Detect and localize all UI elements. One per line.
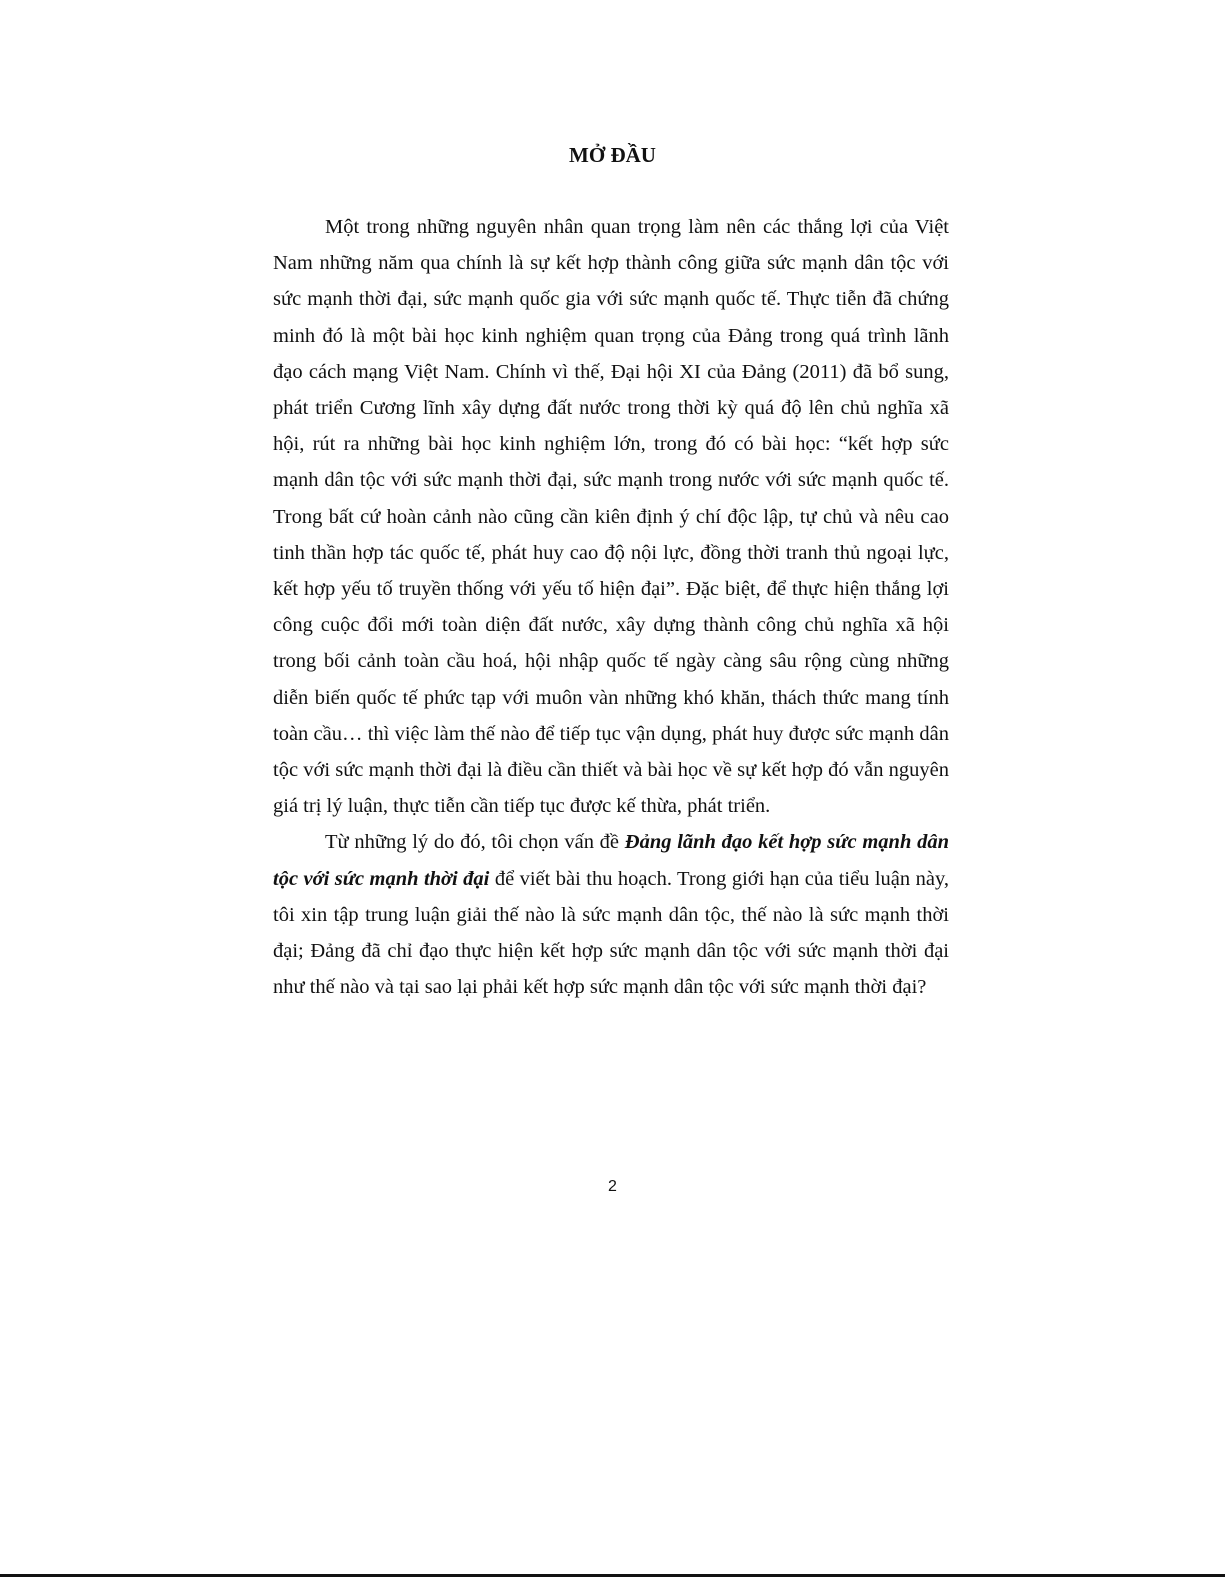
paragraph-2-tail: để viết bài thu hoạch. Trong giới hạn của tiểu luận này, tôi xin tập trung luận giải thế nào là sức mạnh dân tộc, thế nào là sức mạnh thời đại; Đảng đã chỉ đạo thực hiện kết hợp sức mạnh dân tộc với sức mạnh thời đại như thế nào và tại sao lại phải kết hợp sức mạnh dân tộc với sức mạnh thời đại? <box>273 867 949 999</box>
paragraph-2 <box>273 824 949 1005</box>
section-heading: MỞ ĐẦU <box>569 143 656 167</box>
body-text <box>273 209 949 1005</box>
paragraph-1: Một trong những nguyên nhân quan trọng làm nên các thắng lợi của Việt Nam những năm qua chính là sự kết hợp thành công giữa sức mạnh dân tộc với sức mạnh thời đại, sức mạnh quốc gia với sức mạnh quốc tế. Thực tiễn đã chứng minh đó là một bài học kinh nghiệm quan trọng của Đảng trong quá trình lãnh đạo cách mạng Việt Nam. Chính vì thế, Đại hội XI của Đảng (2011) đã bổ sung, phát triển Cương lĩnh xây dựng đất nước trong thời kỳ quá độ lên chủ nghĩa xã hội, rút ra những bài học kinh nghiệm lớn, trong đó có bài học: “kết hợp sức mạnh dân tộc với sức mạnh thời đại, sức mạnh trong nước với sức mạnh quốc tế. Trong bất cứ hoàn cảnh nào cũng cần kiên định ý chí độc lập, tự chủ và nêu cao tinh thần hợp tác quốc tế, phát huy cao độ nội lực, đồng thời tranh thủ ngoại lực, kết hợp yếu tố truyền thống với yếu tố hiện đại”. Đặc biệt, để thực hiện thắng lợi công cuộc đổi mới toàn diện đất nước, xây dựng thành công chủ nghĩa xã hội trong bối cảnh toàn cầu hoá, hội nhập quốc tế ngày càng sâu rộng cùng những diễn biến quốc tế phức tạp với muôn vàn những khó khăn, thách thức mang tính toàn cầu… thì việc làm thế nào để tiếp tục vận dụng, phát huy được sức mạnh dân tộc với sức mạnh thời đại là điều cần thiết và bài học về sự kết hợp đó vẫn nguyên giá trị lý luận, thực tiễn cần tiếp tục được kế thừa, phát triển. <box>273 216 949 818</box>
paragraph-2-emphasis: Đảng lãnh đạo kết hợp sức mạnh dân tộc với sức mạnh thời đại <box>273 831 949 890</box>
page-number: 2 <box>608 1178 617 1195</box>
bottom-divider <box>0 1574 1225 1577</box>
paragraph-2-lead: Từ những lý do đó, tôi chọn vấn đề <box>325 831 625 854</box>
